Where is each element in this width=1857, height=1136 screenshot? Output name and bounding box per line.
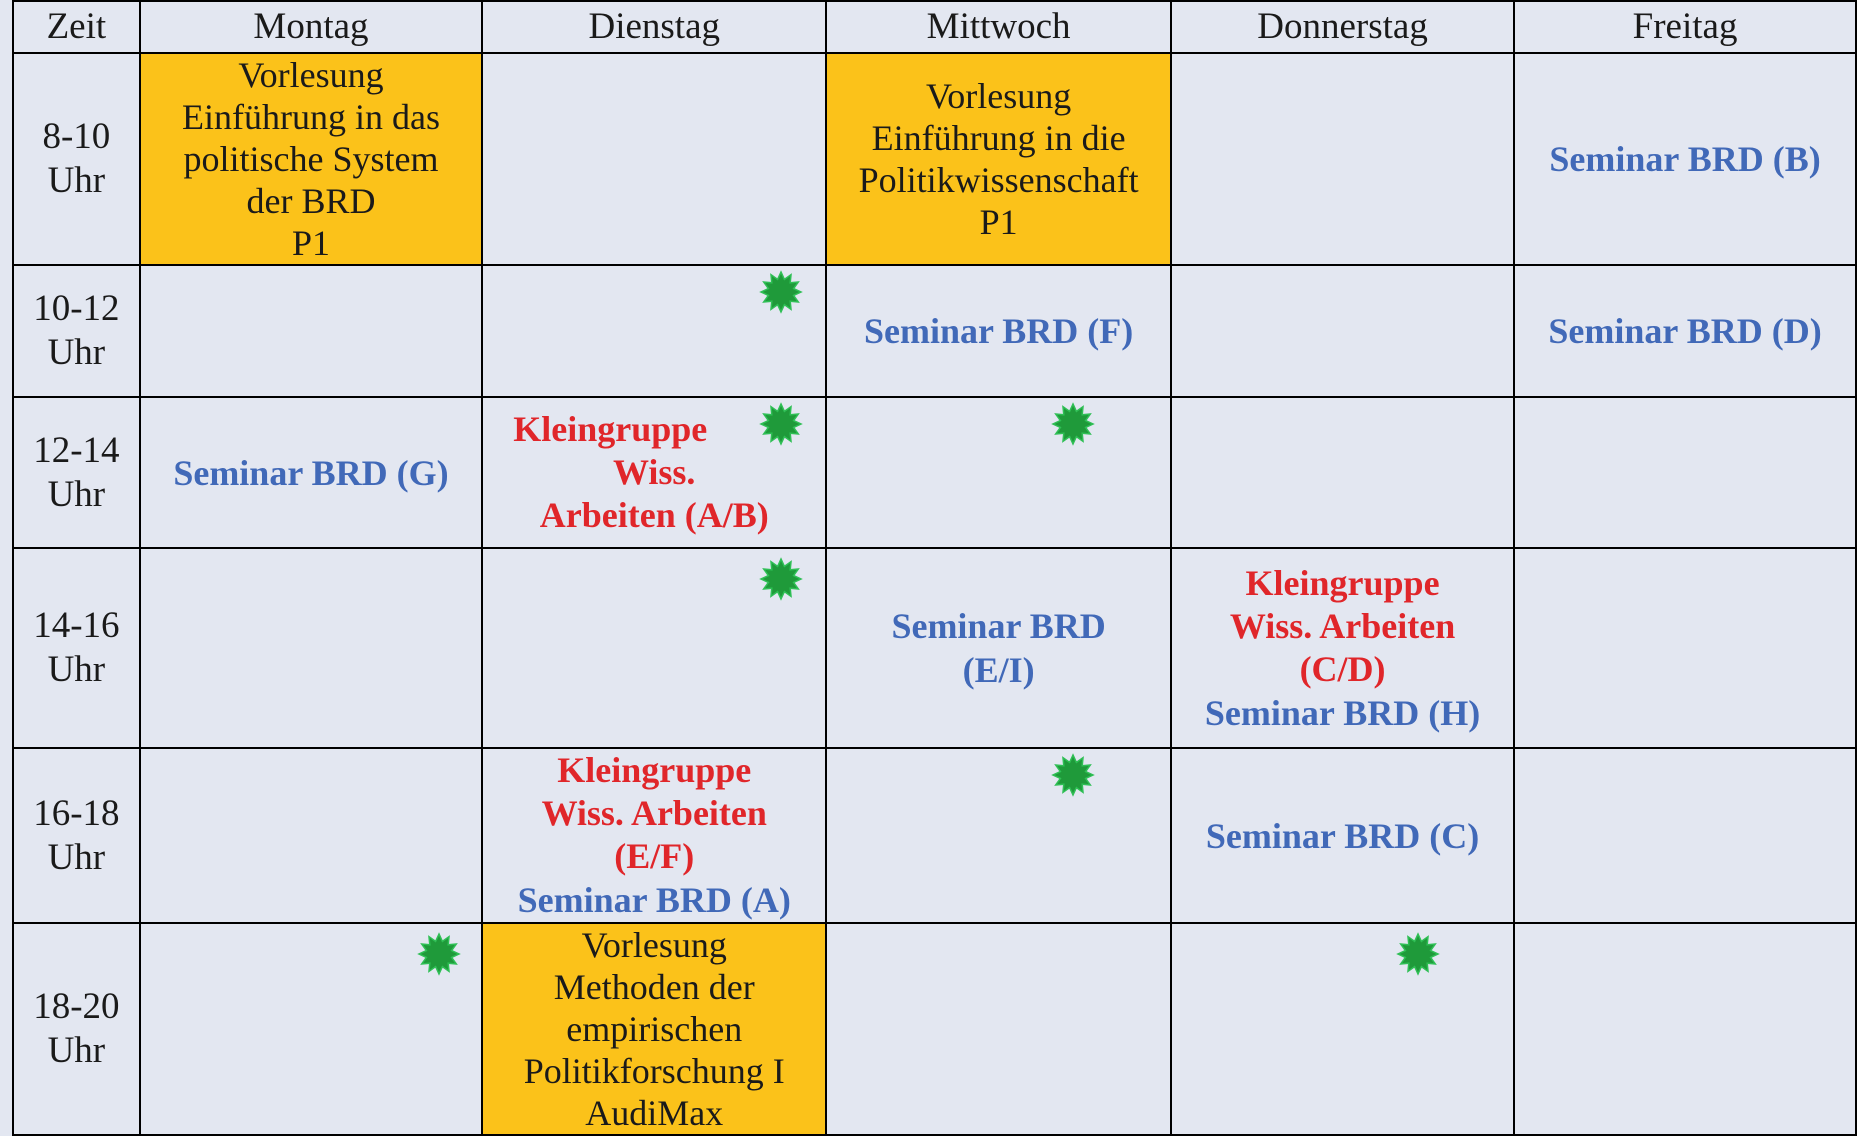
seminar-cell xyxy=(1514,53,1856,265)
header-row xyxy=(13,1,1856,53)
time-cell xyxy=(13,53,140,265)
time-cell xyxy=(13,748,140,923)
empty-cell xyxy=(140,748,483,923)
time-label: 16-18 xyxy=(33,792,120,834)
lecture-line: AudiMax xyxy=(585,1093,724,1133)
kleingruppe-line: Kleingruppe xyxy=(1245,562,1440,603)
empty-cell xyxy=(1514,923,1856,1135)
kleingruppe-line: Wiss. Arbeiten xyxy=(541,793,767,833)
time-cell xyxy=(13,265,140,397)
row-14-16 xyxy=(13,548,1856,748)
green-star-icon xyxy=(759,270,803,314)
green-star-icon xyxy=(759,402,803,446)
time-unit: Uhr xyxy=(47,473,106,515)
time-unit: Uhr xyxy=(47,160,106,201)
lecture-line: Vorlesung xyxy=(581,925,727,965)
seminar-cell xyxy=(140,397,483,548)
time-label: 8-10 xyxy=(42,116,111,157)
seminar-label: Seminar BRD (G) xyxy=(173,452,449,493)
time-cell xyxy=(13,397,140,548)
lecture-cell xyxy=(482,923,826,1135)
lecture-line: Einführung in die xyxy=(871,118,1126,158)
kleingruppe-line: (C/D) xyxy=(1299,648,1386,689)
seminar-cell xyxy=(826,265,1171,397)
kleingruppe-line: Wiss. Arbeiten xyxy=(1229,605,1456,646)
seminar-cell xyxy=(1171,748,1514,923)
kleingruppe-line: Arbeiten (A/B) xyxy=(539,495,769,535)
seminar-label: Seminar BRD (H) xyxy=(1204,692,1481,733)
green-star-icon xyxy=(417,932,461,976)
time-unit: Uhr xyxy=(47,1030,106,1071)
time-cell xyxy=(13,548,140,748)
seminar-cell xyxy=(826,548,1171,748)
lecture-line: Vorlesung xyxy=(925,76,1072,116)
row-10-12 xyxy=(13,265,1856,397)
seminar-label: Seminar BRD (F) xyxy=(863,311,1134,351)
empty-cell xyxy=(1514,397,1856,548)
time-cell xyxy=(13,923,140,1135)
green-star-icon xyxy=(1051,753,1095,797)
seminar-label: Seminar BRD (C) xyxy=(1205,815,1480,856)
lecture-line: der BRD xyxy=(246,181,376,221)
row-18-20 xyxy=(13,923,1856,1135)
header-donnerstag: Donnerstag xyxy=(1171,1,1514,53)
empty-cell xyxy=(1171,53,1514,265)
time-unit: Uhr xyxy=(47,649,106,690)
lecture-line: P1 xyxy=(291,223,330,263)
seminar-label: Seminar BRD xyxy=(891,606,1106,646)
lecture-line: Politikwissenschaft xyxy=(858,160,1139,200)
lecture-line: P1 xyxy=(979,202,1018,242)
header-freitag: Freitag xyxy=(1514,1,1856,53)
green-star-icon xyxy=(1396,932,1440,976)
kleingruppe-line: (E/F) xyxy=(614,836,695,876)
kleingruppe-line: Kleingruppe xyxy=(557,750,752,790)
time-label: 12-14 xyxy=(33,429,120,471)
empty-cell xyxy=(140,548,483,748)
kleingruppe-line: Kleingruppe xyxy=(513,409,708,449)
row-16-18 xyxy=(13,748,1856,923)
header-zeit: Zeit xyxy=(13,1,140,53)
seminar-label: Seminar BRD (A) xyxy=(517,880,791,920)
green-star-icon xyxy=(759,557,803,601)
kleingruppe-cell xyxy=(482,748,826,923)
lecture-line: empirischen xyxy=(566,1009,743,1049)
empty-cell xyxy=(1171,397,1514,548)
empty-cell xyxy=(482,265,826,397)
kleingruppe-line: Wiss. xyxy=(613,452,696,492)
lecture-line: politische System xyxy=(183,139,439,179)
row-8-10 xyxy=(13,53,1856,265)
seminar-cell xyxy=(1514,265,1856,397)
kleingruppe-cell xyxy=(482,397,826,548)
header-mittwoch: Mittwoch xyxy=(826,1,1171,53)
empty-cell xyxy=(826,397,1171,548)
empty-cell xyxy=(140,923,483,1135)
empty-cell xyxy=(140,265,483,397)
empty-cell xyxy=(1514,748,1856,923)
time-unit: Uhr xyxy=(47,836,106,878)
seminar-label: Seminar BRD (B) xyxy=(1549,139,1821,179)
empty-cell xyxy=(1171,265,1514,397)
lecture-cell xyxy=(826,53,1171,265)
time-label: 14-16 xyxy=(33,605,120,646)
lecture-line: Methoden der xyxy=(553,967,755,1007)
empty-cell xyxy=(482,548,826,748)
time-label: 18-20 xyxy=(33,986,120,1027)
lecture-line: Vorlesung xyxy=(238,55,384,95)
empty-cell xyxy=(826,748,1171,923)
time-label: 10-12 xyxy=(33,288,120,329)
green-star-icon xyxy=(1051,402,1095,446)
header-dienstag: Dienstag xyxy=(482,1,826,53)
seminar-label: (E/I) xyxy=(962,650,1035,690)
header-montag: Montag xyxy=(140,1,483,53)
empty-cell xyxy=(826,923,1171,1135)
empty-cell xyxy=(482,53,826,265)
kleingruppe-cell xyxy=(1171,548,1514,748)
timetable xyxy=(12,0,1857,1136)
lecture-line: Politikforschung I xyxy=(523,1051,785,1091)
lecture-line: Einführung in das xyxy=(182,97,440,137)
seminar-label: Seminar BRD (D) xyxy=(1548,311,1822,351)
time-unit: Uhr xyxy=(47,332,106,373)
empty-cell xyxy=(1514,548,1856,748)
lecture-cell xyxy=(140,53,483,265)
empty-cell xyxy=(1171,923,1514,1135)
row-12-14 xyxy=(13,397,1856,548)
